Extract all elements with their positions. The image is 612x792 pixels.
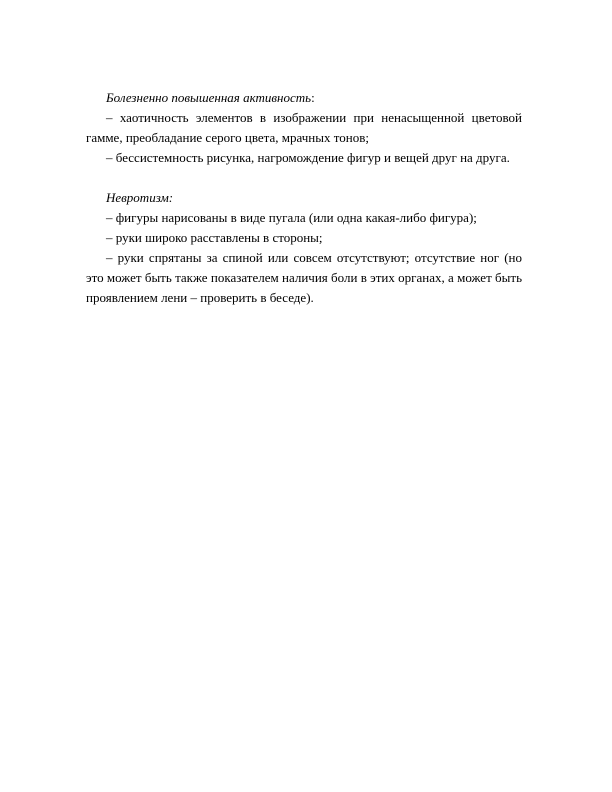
paragraph-neuroticism-2: – руки широко расставлены в стороны; (106, 230, 323, 245)
paragraph-neuroticism-3: – руки спрятаны за спиной или совсем отсутствуют; отсутствие ног (но это может быть также показателем наличия боли в этих органах, а может быть проявлением лени – проверить в беседе). (86, 250, 522, 305)
section-title-hyperactivity (86, 88, 522, 108)
paragraph-hyperactivity-2: – бессистемность рисунка, нагромождение фигур и вещей друг на друга. (106, 150, 510, 165)
section-title-neuroticism: Невротизм: (106, 190, 174, 205)
paragraph-hyperactivity-1: – хаотичность элементов в изображении при ненасыщенной цветовой гамме, преобладание серого цвета, мрачных тонов; (86, 110, 522, 145)
paragraph-neuroticism-1: – фигуры нарисованы в виде пугала (или одна какая-либо фигура); (106, 210, 477, 225)
section-title-hyperactivity-colon: : (311, 90, 315, 105)
section-title-hyperactivity-text: Болезненно повышенная активность (106, 90, 312, 105)
document-page (86, 88, 522, 308)
section-spacer (86, 168, 522, 188)
